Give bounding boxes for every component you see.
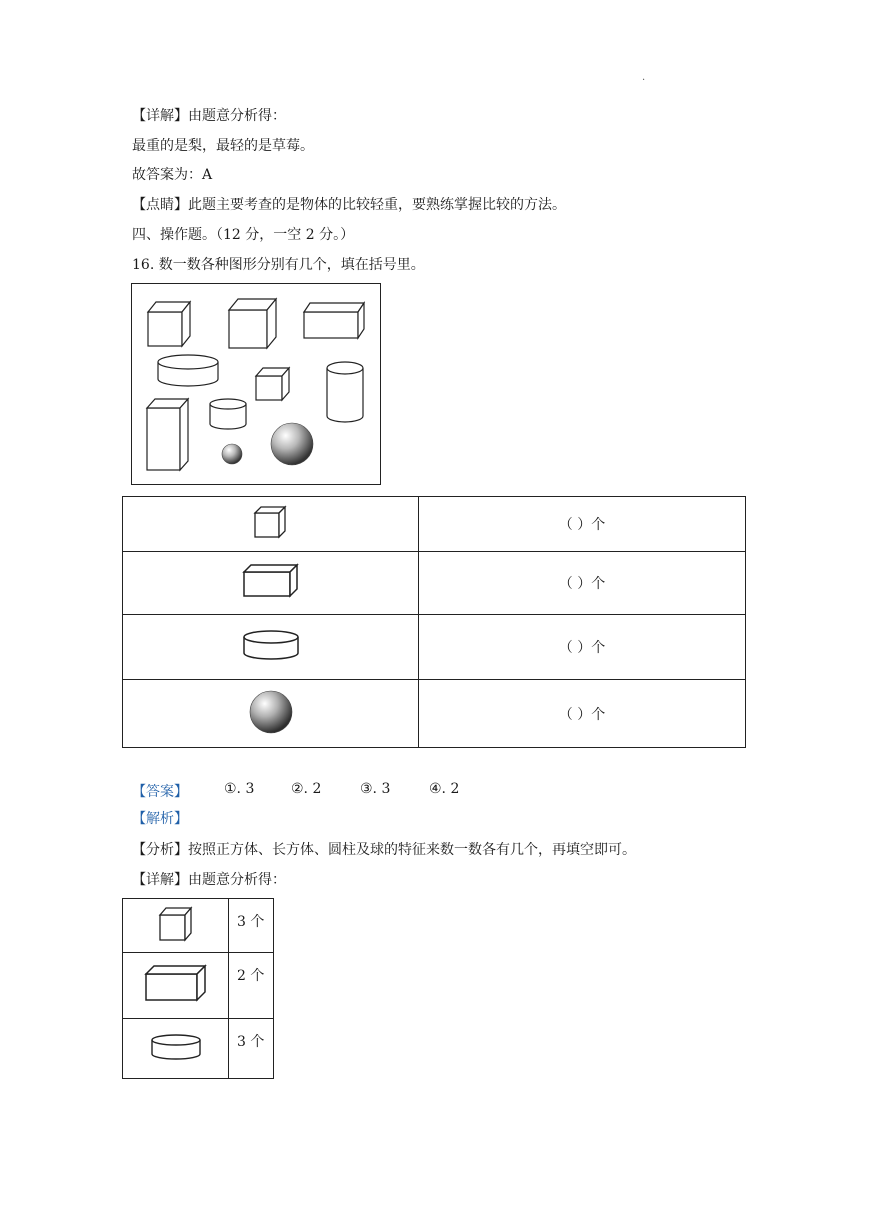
cube-icon xyxy=(251,505,291,539)
question-table xyxy=(122,496,746,748)
cube-2-icon xyxy=(229,299,276,348)
solution-table xyxy=(122,898,274,1079)
sphere-icon xyxy=(248,689,294,735)
question-16: 16. 数一数各种图形分别有几个，填在括号里。 xyxy=(132,257,425,273)
solution-row-cuboid xyxy=(123,953,274,1019)
table-row-cube xyxy=(123,497,746,552)
cuboid-icon xyxy=(143,964,209,1004)
detail-line-2: 【详解】由题意分析得： xyxy=(132,872,286,888)
corner-mark: . xyxy=(642,72,646,83)
cylinder-2-icon xyxy=(327,362,363,422)
solution-row-cylinder xyxy=(123,1019,274,1079)
section-four-title: 四、操作题。（12 分，一空 2 分。） xyxy=(132,227,355,243)
shapes-figure-svg xyxy=(132,284,380,484)
cylinder-cell xyxy=(123,615,419,680)
sphere-small-icon xyxy=(222,444,242,464)
solution-cuboid-count: 2 个 xyxy=(229,953,274,1019)
cuboid-1-icon xyxy=(304,303,364,338)
table-row-cuboid xyxy=(123,552,746,615)
sphere-large-icon xyxy=(271,423,313,465)
cuboid-icon xyxy=(241,563,301,599)
sphere-cell xyxy=(123,680,419,748)
cube-cell xyxy=(123,497,419,552)
cube-blank[interactable]: （ ）个 xyxy=(419,497,746,552)
analysis-line: 【分析】按照正方体、长方体、圆柱及球的特征来数一数各有几个，再填空即可。 xyxy=(132,842,636,858)
table-row-sphere xyxy=(123,680,746,748)
solution-cube-count: 3 个 xyxy=(229,899,274,953)
cube-icon xyxy=(156,906,196,942)
cube-1-icon xyxy=(148,302,190,346)
solution-cylinder-cell xyxy=(123,1019,229,1079)
heaviest-lightest-line: 最重的是梨，最轻的是草莓。 xyxy=(132,138,314,154)
answer-item-1: ①. 3 xyxy=(224,781,255,797)
cylinder-icon xyxy=(149,1032,203,1062)
solution-cylinder-count: 3 个 xyxy=(229,1019,274,1079)
point-line: 【点睛】此题主要考查的是物体的比较轻重，要熟练掌握比较的方法。 xyxy=(132,197,566,213)
shapes-figure xyxy=(131,283,381,485)
detail-line-1: 【详解】由题意分析得： xyxy=(132,108,286,124)
answer-item-4: ④. 2 xyxy=(429,781,460,797)
solution-cube-cell xyxy=(123,899,229,953)
answer-a-line: 故答案为：A xyxy=(132,167,213,183)
solution-row-cube xyxy=(123,899,274,953)
cuboid-blank[interactable]: （ ）个 xyxy=(419,552,746,615)
cube-3-icon xyxy=(256,368,289,400)
sphere-blank[interactable]: （ ）个 xyxy=(419,680,746,748)
answer-label: 【答案】 xyxy=(132,784,188,800)
cuboid-cell xyxy=(123,552,419,615)
cuboid-2-icon xyxy=(147,399,188,470)
cylinder-3-icon xyxy=(210,399,246,429)
cylinder-1-icon xyxy=(158,355,218,386)
table-row-cylinder xyxy=(123,615,746,680)
cylinder-icon xyxy=(241,628,301,662)
cylinder-blank[interactable]: （ ）个 xyxy=(419,615,746,680)
solution-cuboid-cell xyxy=(123,953,229,1019)
answer-item-2: ②. 2 xyxy=(291,781,322,797)
answer-item-3: ③. 3 xyxy=(360,781,391,797)
analysis-label: 【解析】 xyxy=(132,811,188,827)
